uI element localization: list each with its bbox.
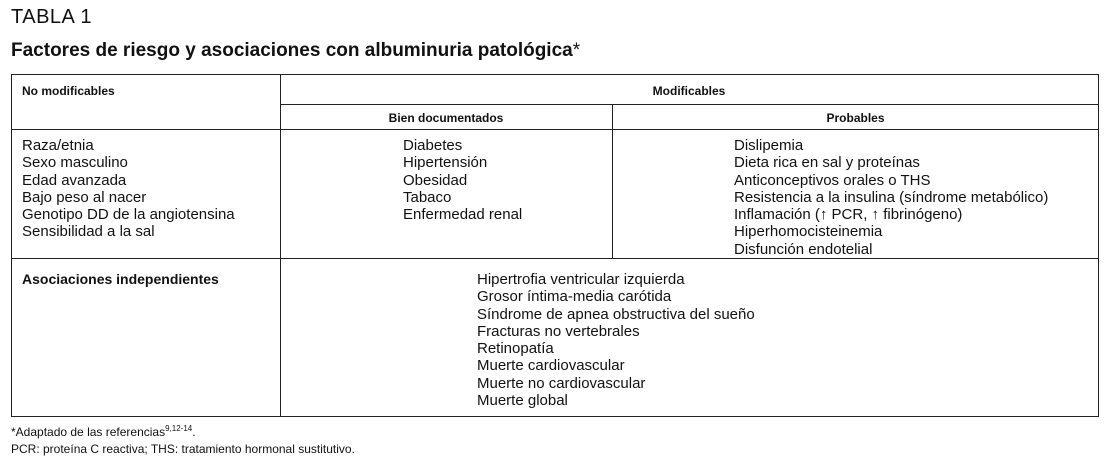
list-item: Dislipemia: [734, 137, 804, 154]
list-item: Grosor íntima-media carótida: [477, 288, 672, 306]
list-item: Bajo peso al nacer: [22, 188, 147, 206]
list-item: Edad avanzada: [22, 171, 127, 189]
header-divider-modificables: [280, 104, 1098, 105]
list-item: Disfunción endotelial: [734, 240, 873, 258]
bien-documentados-list: [403, 137, 522, 223]
footnote-adapted: [11, 425, 196, 439]
list-item: Sexo masculino: [22, 154, 128, 172]
no-modificables-list: [22, 137, 235, 241]
asociaciones-list: [477, 271, 755, 409]
list-item: Retinopatía: [477, 340, 554, 358]
footnote-adapted-refs: 9,12-14: [165, 424, 193, 433]
list-item: Anticonceptivos orales o THS: [734, 171, 931, 189]
header-probables: Probables: [826, 111, 885, 125]
list-item: Inflamación (↑ PCR, ↑ fibrinógeno): [734, 206, 963, 224]
footnote-adapted-text: *Adaptado de las referencias: [11, 425, 166, 439]
table-title: [11, 40, 580, 62]
header-modificables: Modificables: [652, 84, 726, 98]
list-item: Genotipo DD de la angiotensina: [22, 206, 235, 224]
list-item: Muerte no cardiovascular: [477, 374, 646, 392]
list-item: Hipertrofia ventricular izquierda: [477, 271, 685, 288]
list-item: Hiperhomocisteinemia: [734, 223, 883, 241]
table-label: TABLA 1: [11, 6, 92, 28]
header-no-modificables: No modificables: [22, 84, 115, 98]
list-item: Enfermedad renal: [403, 206, 523, 224]
risk-factors-table: [11, 74, 1099, 417]
list-item: Dieta rica en sal y proteínas: [734, 154, 920, 172]
header-bottom-line: [12, 129, 1098, 130]
list-item: Tabaco: [403, 188, 452, 206]
row-divider-asociaciones: [12, 258, 1098, 259]
asociaciones-label: Asociaciones independientes: [22, 271, 219, 287]
list-item: Diabetes: [403, 137, 463, 154]
list-item: Raza/etnia: [22, 137, 94, 154]
list-item: Sensibilidad a la sal: [22, 223, 155, 241]
header-bien-documentados: Bien documentados: [388, 111, 504, 125]
list-item: Hipertensión: [403, 154, 488, 172]
table-title-text: Factores de riesgo y asociaciones con albuminuria patológica: [11, 40, 573, 61]
list-item: Muerte global: [477, 392, 568, 410]
list-item: Muerte cardiovascular: [477, 357, 625, 375]
footnote-abbreviations: PCR: proteína C reactiva; THS: tratamiento hormonal sustitutivo.: [11, 442, 355, 456]
list-item: Resistencia a la insulina (síndrome metabólico): [734, 188, 1049, 206]
probables-list: [734, 137, 1048, 258]
list-item: Síndrome de apnea obstructiva del sueño: [477, 305, 755, 323]
column-divider-probables: [612, 104, 613, 258]
table-title-marker: *: [572, 40, 581, 61]
list-item: Fracturas no vertebrales: [477, 322, 640, 340]
footnote-adapted-end: .: [192, 425, 196, 439]
column-divider-main: [280, 75, 281, 416]
list-item: Obesidad: [403, 171, 468, 189]
